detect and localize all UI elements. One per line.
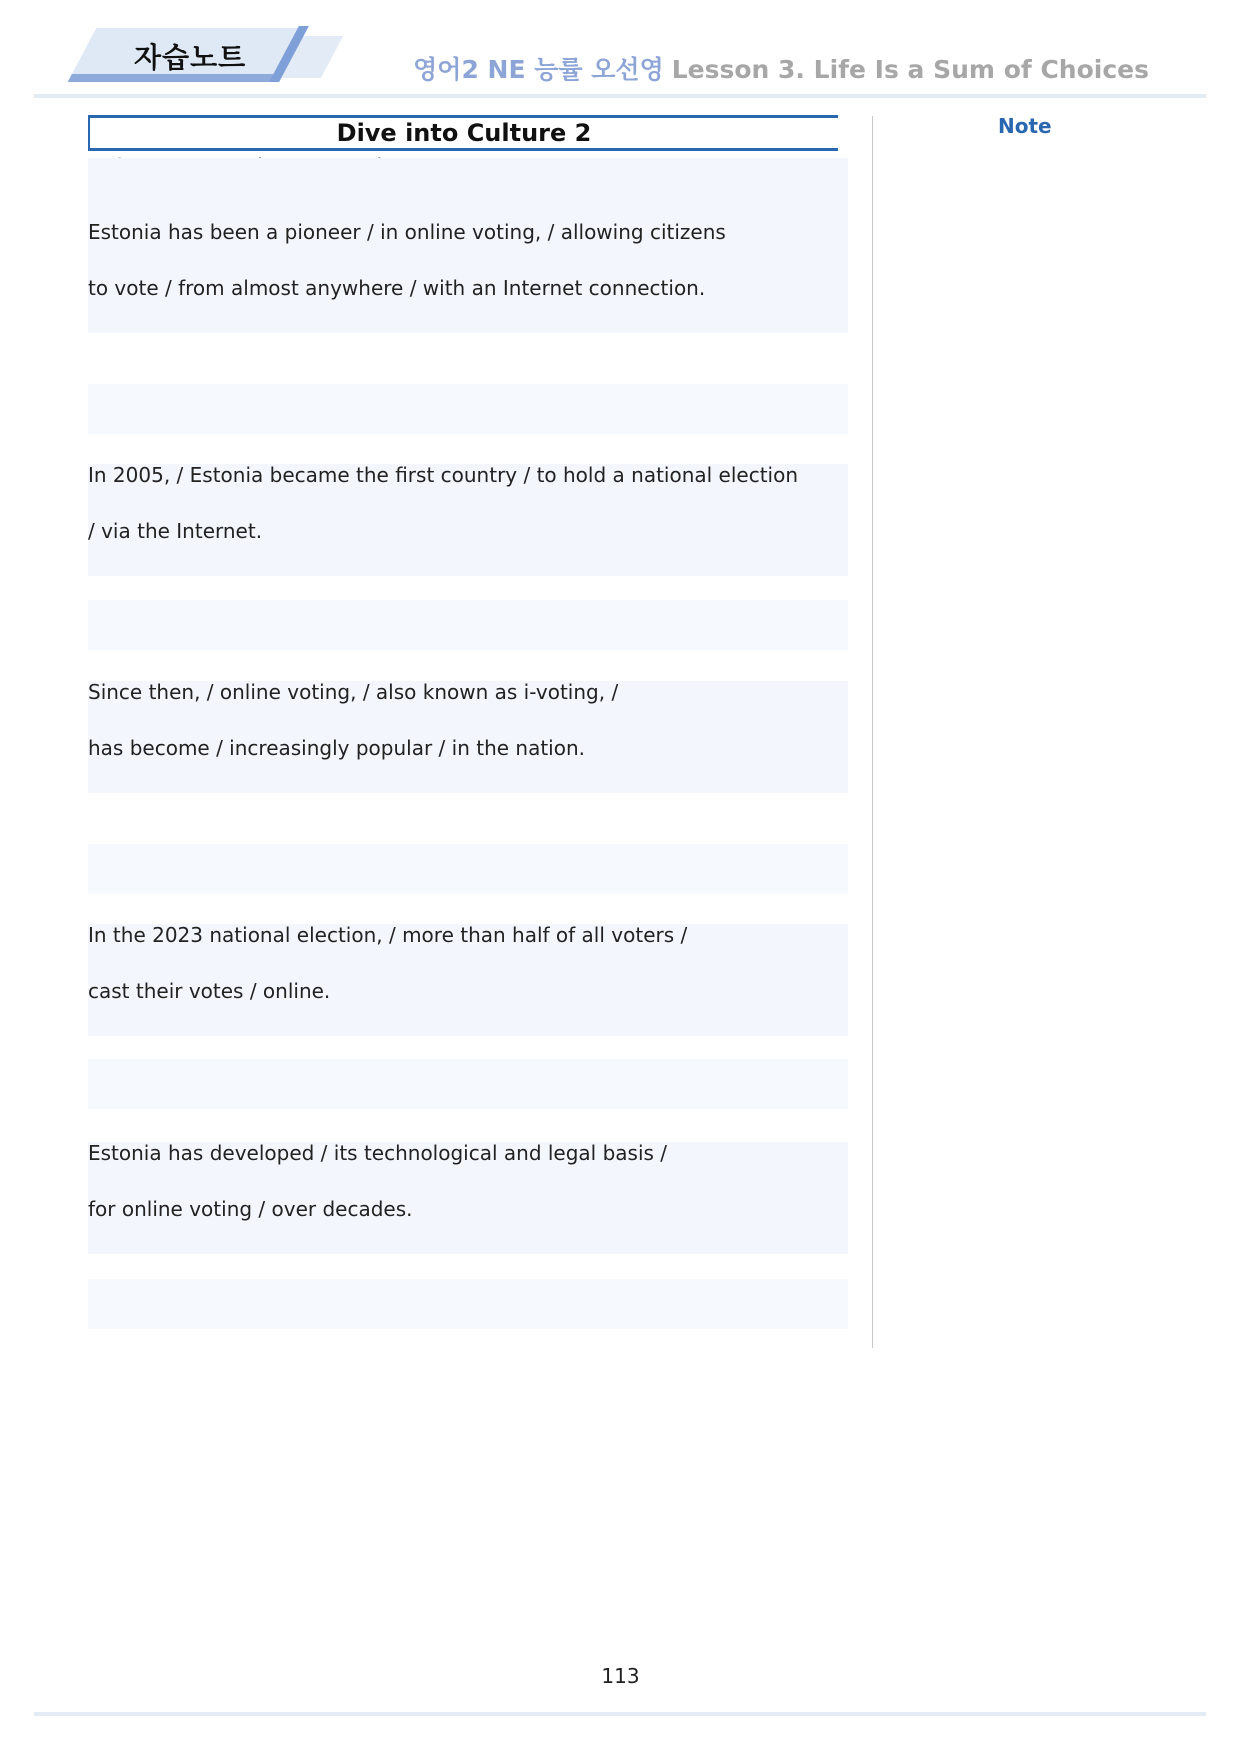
translation-blank-band	[88, 1279, 848, 1329]
note-label: Note	[998, 114, 1052, 138]
sentence-line: has become / increasingly popular / in the nation.	[88, 736, 586, 760]
header-title-english: Lesson 3. Life Is a Sum of Choices	[671, 55, 1149, 84]
badge-label: 자습노트	[134, 41, 247, 74]
document-header-title	[413, 50, 1149, 86]
sentence-line: cast their votes / online.	[88, 979, 331, 1003]
sentence-band	[88, 158, 848, 333]
section-title: Dive into Culture 2	[88, 115, 838, 151]
note-column-divider	[872, 116, 873, 1348]
sentence-line: for online voting / over decades.	[88, 1197, 413, 1221]
translation-blank-band	[88, 600, 848, 650]
sentence-line: Estonia has been a pioneer / in online voting, / allowing citizens	[88, 220, 726, 244]
header-title-korean: 영어2 NE 능률 오선영	[413, 55, 664, 84]
header-rule	[34, 94, 1206, 98]
sentence-line: / via the Internet.	[88, 519, 263, 543]
translation-blank-band	[88, 1059, 848, 1109]
translation-blank-band	[88, 384, 848, 434]
translation-blank-band	[88, 844, 848, 894]
sentence-line: Estonia has developed / its technological and legal basis /	[88, 1141, 668, 1165]
sentence-line: to vote / from almost anywhere / with an Internet connection.	[88, 276, 706, 300]
sentence-line: Since then, / online voting, / also known as i-voting, /	[88, 680, 619, 704]
sentence-line: In the 2023 national election, / more than half of all voters /	[88, 923, 688, 947]
sentence-line: In 2005, / Estonia became the first country / to hold a national election	[88, 463, 799, 487]
section-badge	[62, 26, 362, 84]
page-number: 113	[601, 1664, 640, 1688]
footer-rule	[34, 1712, 1206, 1716]
